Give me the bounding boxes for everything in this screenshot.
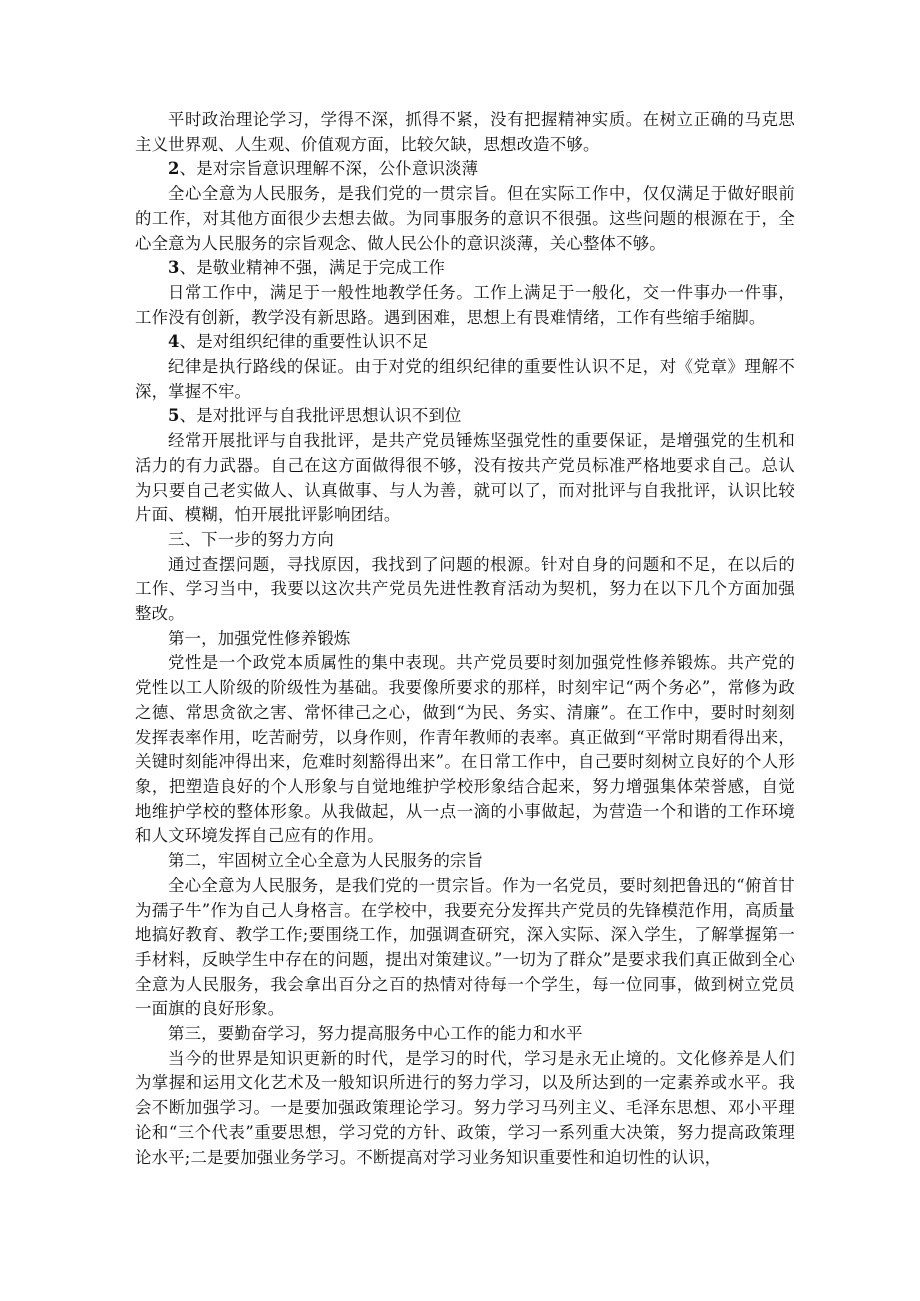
heading-text: 、是对批评与自我批评思想认识不到位: [179, 406, 462, 426]
body-paragraph: 党性是一个政党本质属性的集中表现。共产党员要时刻加强党性修养锻炼。共产党的党性以工人阶级的阶级性为基础。我要像所要求的那样，时刻牢记“两个务必”，常修为政之德、常思贪欲之害、常怀律己之心，做到“为民、务实、清廉”。在工作中，要时时刻刻发挥表率作用，吃苦耐劳，以身作则，作青年教师的表率。真正做到“平常时期看得出来，关键时刻能冲得出来，危难时刻豁得出来”。在日常工作中，自己要时刻树立良好的个人形象，把塑造良好的个人形象与自觉地维护学校形象结合起来，努力增强集体荣誉感，自觉地维护学校的整体形象。从我做起，从一点一滴的小事做起，为营造一个和谐的工作环境和人文环境发挥自己应有的作用。: [135, 653, 795, 846]
heading-number: 2: [168, 159, 180, 179]
heading-number: 4: [168, 332, 180, 352]
heading-number: 3: [168, 258, 180, 278]
heading-number: 5: [168, 406, 180, 426]
body-paragraph: 日常工作中，满足于一般性地教学任务。工作上满足于一般化，交一件事办一件事，工作没有创新，教学没有新思路。遇到困难，思想上有畏难情绪，工作有些缩手缩脚。: [135, 282, 795, 327]
body-paragraph: 当今的世界是知识更新的时代，是学习的时代，学习是永无止境的。文化修养是人们为掌握和运用文化艺术及一般知识所进行的努力学习，以及所达到的一定素养或水平。我会不断加强学习。一是要加强政策理论学习。努力学习马列主义、毛泽东思想、邓小平理论和“三个代表”重要思想，学习党的方针、政策，学习一系列重大决策，努力提高政策理论水平;二是要加强业务学习。不断提高对学习业务知识重要性和迫切性的认识，: [135, 1048, 795, 1167]
body-paragraph: 全心全意为人民服务，是我们党的一贯宗旨。但在实际工作中，仅仅满足于做好眼前的工作，对其他方面很少去想去做。为同事服务的意识不很强。这些问题的根源在于，全心全意为人民服务的宗旨观念、做人民公仆的意识淡薄，关心整体不够。: [135, 184, 795, 253]
body-paragraph: 纪律是执行路线的保证。由于对党的组织纪律的重要性认识不足，对《党章》理解不深，掌握不牢。: [135, 357, 795, 401]
body-paragraph: 平时政治理论学习，学得不深，抓得不紧，没有把握精神实质。在树立正确的马克思主义世界观、人生观、价值观方面，比较欠缺，思想改造不够。: [135, 110, 795, 154]
body-paragraph: 通过查摆问题，寻找原因，我找到了问题的根源。针对自身的问题和不足，在以后的工作、学习当中，我要以这次共产党员先进性教育活动为契机，努力在以下几个方面加强整改。: [135, 554, 795, 624]
body-paragraph: 第一，加强党性修养锻炼: [168, 628, 351, 648]
section-heading: [135, 157, 795, 182]
body-paragraph: 全心全意为人民服务，是我们党的一贯宗旨。作为一名党员，要时刻把鲁迅的“俯首甘为孺子牛”作为自己人身格言。在学校中，我要充分发挥共产党员的先锋模范作用，高质量地搞好教育、教学工作;要围绕工作，加强调查研究，深入实际、深入学生，了解掌握第一手材料，反映学生中存在的问题，提出对策建议。”一切为了群众”是要求我们真正做到全心全意为人民服务，我会拿出百分之百的热情对待每一个学生，每一位同事，做到树立党员一面旗的良好形象。: [135, 875, 795, 1019]
body-paragraph: 第三，要勤奋学习，努力提高服务中心工作的能力和水平: [168, 1024, 583, 1044]
body-paragraph: 经常开展批评与自我批评，是共产党员锤炼坚强党性的重要保证，是增强党的生机和活力的有力武器。自己在这方面做得很不够，没有按共产党员标准严格地要求自己。总认为只要自己老实做人、认真做事、与人为善，就可以了，而对批评与自我批评，认识比较片面、模糊，怕开展批评影响团结。: [135, 431, 795, 525]
heading-text: 、是敬业精神不强，满足于完成工作: [179, 258, 446, 278]
body-paragraph: 第二，牢固树立全心全意为人民服务的宗旨: [168, 851, 484, 871]
heading-text: 、是对宗旨意识理解不深，公仆意识淡薄: [179, 159, 479, 179]
document-page: [135, 108, 795, 1170]
heading-text: 、是对组织纪律的重要性认识不足: [179, 332, 429, 352]
section-heading: [135, 404, 795, 429]
section-heading: [135, 330, 795, 355]
body-paragraph: 三、下一步的努力方向: [168, 529, 334, 549]
section-heading: [135, 256, 795, 281]
